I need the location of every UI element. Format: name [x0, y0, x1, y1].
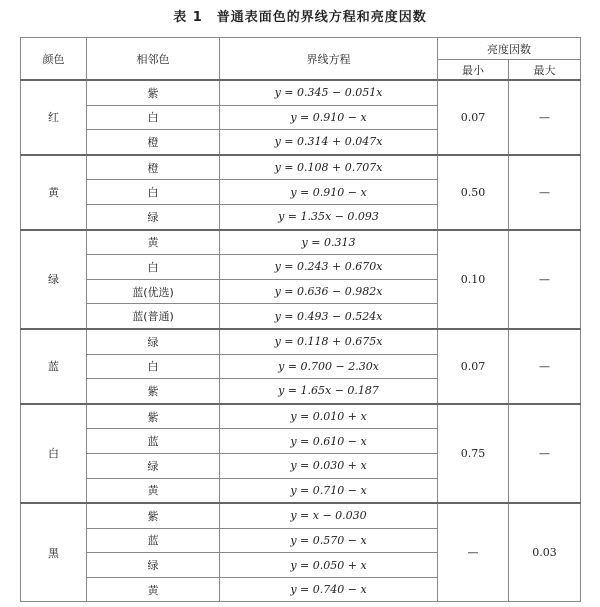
table-caption: 表 1 普通表面色的界线方程和亮度因数 — [173, 10, 427, 25]
equation-cell: y = x − 0.030 — [220, 503, 438, 528]
table-row — [21, 155, 581, 180]
adjacent-color-cell: 紫 — [87, 80, 220, 105]
equation-cell: y = 0.710 − x — [220, 478, 438, 503]
equation-cell: y = 0.493 − 0.524x — [220, 304, 438, 329]
color-group — [21, 230, 581, 329]
min-luminance-cell: 0.75 — [438, 404, 509, 503]
table-row — [21, 329, 581, 354]
color-cell: 绿 — [21, 230, 87, 329]
equation-cell: y = 0.910 − x — [220, 180, 438, 205]
header-color: 颜色 — [21, 38, 87, 81]
equation-cell: y = 0.030 + x — [220, 453, 438, 478]
equation-cell: y = 0.313 — [220, 230, 438, 255]
table-row — [21, 80, 581, 105]
equation-cell: y = 0.108 + 0.707x — [220, 155, 438, 180]
equation-cell: y = 0.050 + x — [220, 553, 438, 578]
adjacent-color-cell: 蓝(普通) — [87, 304, 220, 329]
table-row — [21, 404, 581, 429]
max-luminance-cell: — — [509, 80, 581, 155]
equation-cell: y = 0.636 − 0.982x — [220, 279, 438, 304]
max-luminance-cell: — — [509, 404, 581, 503]
equation-cell: y = 0.610 − x — [220, 429, 438, 454]
adjacent-color-cell: 绿 — [87, 453, 220, 478]
max-luminance-cell: — — [509, 230, 581, 329]
header-min: 最小 — [438, 60, 509, 81]
adjacent-color-cell: 紫 — [87, 404, 220, 429]
equation-cell: y = 0.118 + 0.675x — [220, 329, 438, 354]
equation-cell: y = 0.910 − x — [220, 105, 438, 130]
table-row — [21, 503, 581, 528]
color-cell: 白 — [21, 404, 87, 503]
equation-cell: y = 0.740 − x — [220, 577, 438, 602]
max-luminance-cell: 0.03 — [509, 503, 581, 602]
max-luminance-cell: — — [509, 155, 581, 230]
adjacent-color-cell: 橙 — [87, 130, 220, 155]
adjacent-color-cell: 紫 — [87, 503, 220, 528]
adjacent-color-cell: 蓝(优选) — [87, 279, 220, 304]
color-group — [21, 80, 581, 155]
color-group — [21, 329, 581, 404]
equation-cell: y = 0.570 − x — [220, 528, 438, 553]
equation-cell: y = 0.700 − 2.30x — [220, 354, 438, 379]
header-adjacent: 相邻色 — [87, 38, 220, 81]
color-cell: 黑 — [21, 503, 87, 602]
adjacent-color-cell: 蓝 — [87, 528, 220, 553]
min-luminance-cell: 0.10 — [438, 230, 509, 329]
adjacent-color-cell: 白 — [87, 180, 220, 205]
adjacent-color-cell: 白 — [87, 354, 220, 379]
min-luminance-cell: — — [438, 503, 509, 602]
adjacent-color-cell: 黄 — [87, 230, 220, 255]
color-group — [21, 155, 581, 230]
equation-cell: y = 1.65x − 0.187 — [220, 379, 438, 404]
equation-cell: y = 1.35x − 0.093 — [220, 204, 438, 229]
equation-cell: y = 0.314 + 0.047x — [220, 130, 438, 155]
adjacent-color-cell: 绿 — [87, 553, 220, 578]
color-cell: 红 — [21, 80, 87, 155]
adjacent-color-cell: 绿 — [87, 329, 220, 354]
color-group — [21, 503, 581, 602]
min-luminance-cell: 0.07 — [438, 329, 509, 404]
header-luminance: 亮度因数 — [438, 38, 581, 60]
header-equation: 界线方程 — [220, 38, 438, 81]
adjacent-color-cell: 绿 — [87, 204, 220, 229]
equation-cell: y = 0.345 − 0.051x — [220, 80, 438, 105]
boundary-equation-table — [20, 37, 581, 602]
adjacent-color-cell: 橙 — [87, 155, 220, 180]
color-group — [21, 404, 581, 503]
adjacent-color-cell: 蓝 — [87, 429, 220, 454]
max-luminance-cell: — — [509, 329, 581, 404]
adjacent-color-cell: 黄 — [87, 577, 220, 602]
equation-cell: y = 0.010 + x — [220, 404, 438, 429]
adjacent-color-cell: 白 — [87, 105, 220, 130]
min-luminance-cell: 0.07 — [438, 80, 509, 155]
color-cell: 黄 — [21, 155, 87, 230]
adjacent-color-cell: 黄 — [87, 478, 220, 503]
color-cell: 蓝 — [21, 329, 87, 404]
adjacent-color-cell: 白 — [87, 255, 220, 280]
equation-cell: y = 0.243 + 0.670x — [220, 255, 438, 280]
header-max: 最大 — [509, 60, 581, 81]
adjacent-color-cell: 紫 — [87, 379, 220, 404]
min-luminance-cell: 0.50 — [438, 155, 509, 230]
table-row — [21, 230, 581, 255]
